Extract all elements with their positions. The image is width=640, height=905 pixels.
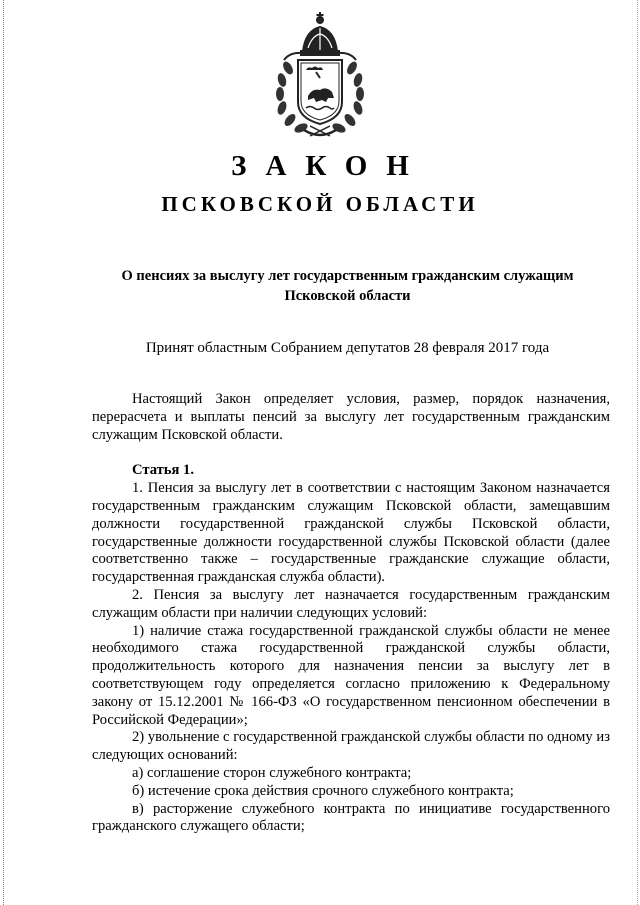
document-type-title: ЗАКОН: [231, 150, 428, 182]
crown-icon: [300, 12, 340, 56]
clause-paragraph: а) соглашение сторон служебного контракта;: [132, 764, 412, 781]
clause-paragraph: б) истечение срока действия срочного служебного контракта;: [132, 782, 514, 799]
preamble-paragraph: Настоящий Закон определяет условия, размер, порядок назначения, перерасчета и выплаты пенсий за выслугу лет государственным гражданским служащим Псковской области.: [92, 391, 610, 443]
clause-paragraph: в) расторжение служебного контракта по инициативе государственного гражданского служащего области;: [92, 800, 610, 835]
coat-of-arms-emblem: [268, 12, 372, 140]
region-title: ПСКОВСКОЙ ОБЛАСТИ: [161, 192, 479, 216]
subject-line-2: Псковской области: [284, 288, 411, 304]
clause-paragraph: 2) увольнение с государственной гражданской службы области по одному из следующих оснований:: [92, 729, 610, 764]
clause-paragraph: 1. Пенсия за выслугу лет в соответствии с настоящим Законом назначается государственным гражданским служащим Псковской области, замещавшим должности государственной гражданской службы Псковской области, государственные должности государственной службы Псковской области (далее соответственно также – государственные гражданские служащие области, государственная гражданская служба области).: [92, 480, 610, 586]
clause-paragraph: 1) наличие стажа государственной гражданской службы области не менее необходимого стажа государственной гражданской службы области, продолжительность которого для назначения пенсии за выслугу лет в соответствующем году определяется согласно приложению к Федеральному закону от 15.12.2001 № 166-ФЗ «О государственном пенсионном обеспечении в Российской Федерации»;: [92, 622, 610, 728]
law-body: [92, 391, 610, 836]
shield-icon: [298, 60, 342, 124]
clause-paragraph: 2. Пенсия за выслугу лет назначается государственным гражданским служащим области при наличии следующих условий:: [92, 586, 610, 621]
adoption-note: Принят областным Собранием депутатов 28 февраля 2017 года: [145, 340, 550, 356]
law-subject-heading: [95, 266, 600, 306]
scan-edge-left: [0, 0, 4, 905]
article-heading: Статья 1.: [132, 462, 194, 479]
subject-line-1: О пенсиях за выслугу лет государственным гражданским служащим: [121, 268, 574, 284]
